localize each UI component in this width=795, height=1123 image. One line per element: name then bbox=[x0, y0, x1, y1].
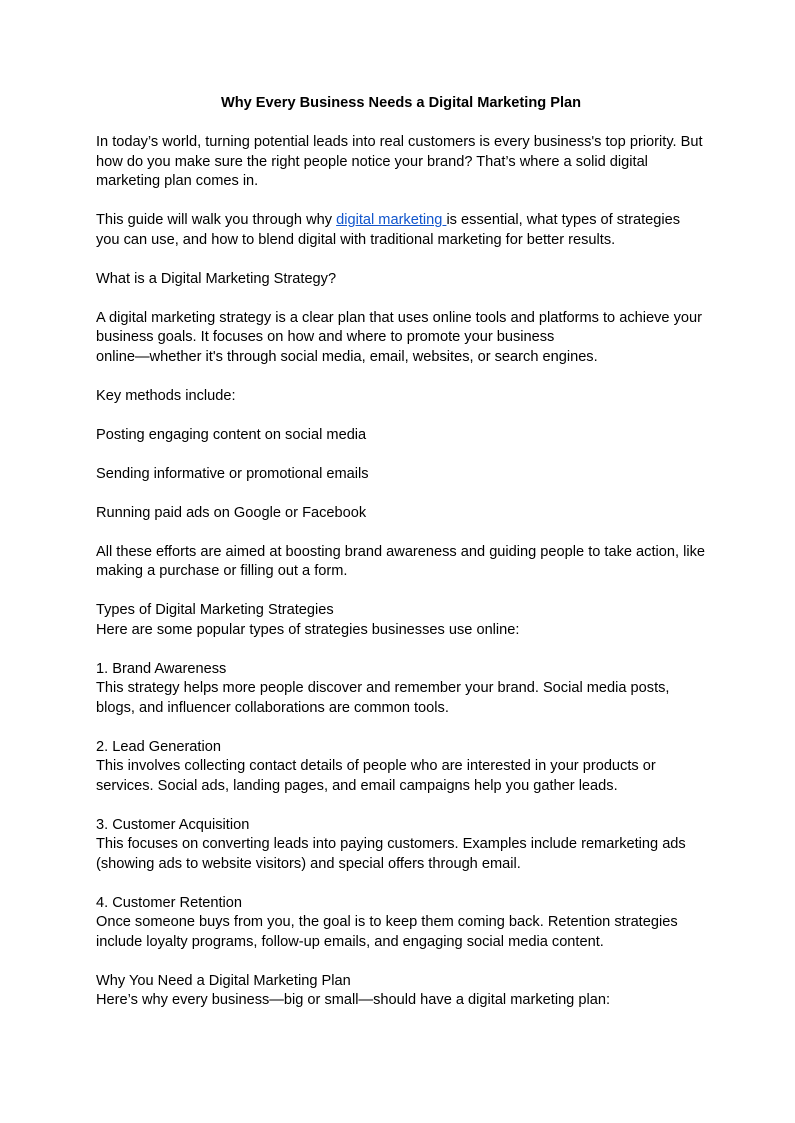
guide-text-after: is essential, what types of strategies you can use, and how to blend digital with traditional marketing for better results. bbox=[96, 212, 681, 248]
why-heading: Why You Need a Digital Marketing Plan bbox=[96, 972, 351, 989]
efforts-paragraph: All these efforts are aimed at boosting brand awareness and guiding people to take action, like making a purchase or filling out a form. bbox=[96, 543, 706, 579]
document-body bbox=[96, 93, 706, 1030]
strategy-body: Once someone buys from you, the goal is to keep them coming back. Retention strategies include loyalty programs, follow-up emails, and engaging social media content. bbox=[96, 914, 678, 950]
strategy-heading: 4. Customer Retention bbox=[96, 894, 243, 911]
types-intro: Here are some popular types of strategies businesses use online: bbox=[96, 621, 520, 638]
strategy-body: This strategy helps more people discover and remember your brand. Social media posts, blogs, and influencer collaborations are common tools. bbox=[96, 680, 670, 716]
why-intro: Here’s why every business—big or small—should have a digital marketing plan: bbox=[96, 992, 611, 1008]
what-is-heading: What is a Digital Marketing Strategy? bbox=[96, 270, 337, 287]
what-is-paragraph: A digital marketing strategy is a clear plan that uses online tools and platforms to achieve your business goals. It focuses on how and where to promote your business online—whether it's through social media, email, websites, or search engines. bbox=[96, 309, 702, 365]
method-item: Sending informative or promotional emails bbox=[96, 465, 369, 482]
method-item: Posting engaging content on social media bbox=[96, 426, 367, 443]
strategy-heading: 1. Brand Awareness bbox=[96, 660, 227, 677]
types-heading: Types of Digital Marketing Strategies bbox=[96, 602, 334, 618]
guide-text-before: This guide will walk you through why bbox=[96, 212, 337, 228]
document-title: Why Every Business Needs a Digital Marketing Plan bbox=[220, 95, 582, 111]
strategy-heading: 3. Customer Acquisition bbox=[96, 816, 250, 833]
strategy-heading: 2. Lead Generation bbox=[96, 738, 221, 755]
key-methods-label: Key methods include: bbox=[96, 387, 236, 404]
strategy-body: This involves collecting contact details of people who are interested in your products or services. Social ads, landing pages, and email campaigns help you gather leads. bbox=[96, 758, 656, 794]
intro-paragraph: In today’s world, turning potential leads into real customers is every business's top priority. But how do you make sure the right people notice your brand? That’s where a solid digital marketing plan comes in. bbox=[96, 134, 703, 189]
guide-paragraph bbox=[96, 211, 706, 250]
digital-marketing-link[interactable]: digital marketing bbox=[336, 212, 447, 228]
method-item: Running paid ads on Google or Facebook bbox=[96, 504, 367, 521]
strategy-body: This focuses on converting leads into paying customers. Examples include remarketing ads (showing ads to website visitors) and special offers through email. bbox=[96, 836, 686, 872]
